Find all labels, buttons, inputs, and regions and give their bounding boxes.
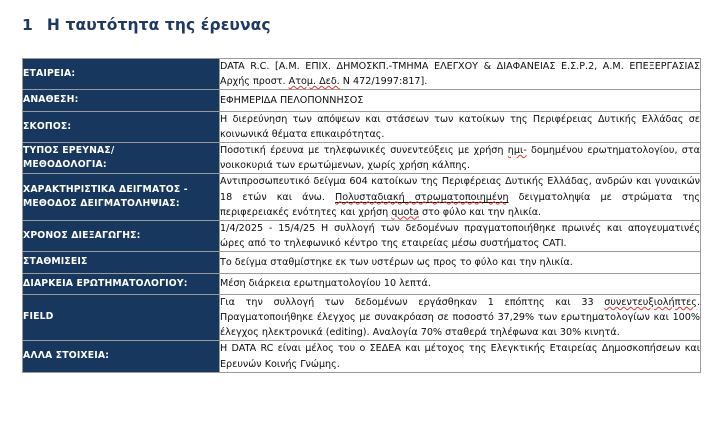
row-value: Το δείγμα σταθμίστηκε εκ των υστέρων ως προς το φύλο και την ηλικία. (220, 252, 701, 273)
identity-table-wrapper (22, 58, 700, 373)
table-row (23, 174, 701, 220)
table-row (23, 90, 701, 111)
row-label: ΧΡΟΝΟΣ ΔΙΕΞΑΓΩΓΗΣ: (23, 220, 220, 251)
row-value: Αντιπροσωπευτικό δείγμα 604 κατοίκων της Περιφέρειας Δυτικής Ελλάδας, ανδρών και γυναικών 18 ετών και άνω. Πολυσταδιακή στρωματοποιημένη δειγματοληψία με στρώματα της περιφερειακές ενότητες και χρήση quota στο φύλο και την ηλικία. (220, 174, 701, 220)
table-row (23, 220, 701, 251)
row-label: ΑΝΑΘΕΣΗ: (23, 90, 220, 111)
row-value: DATA R.C. [Α.Μ. ΕΠΙΧ. ΔΗΜΟΣΚΠ.-ΤΜΗΜΑ ΕΛΕΓΧΟΥ & ΔΙΑΦΑΝΕΙΑΣ Ε.Σ.Ρ.2, Α.Μ. ΕΠΕΞΕΡΓΑΣΙΑΣ Αρχής προστ. Ατομ. Δεδ. Ν 472/1997:817]. (220, 59, 701, 90)
row-label: ΧΑΡΑΚΤΗΡΙΣΤΙΚΑ ΔΕΙΓΜΑΤΟΣ - ΜΕΘΟΔΟΣ ΔΕΙΓΜΑΤΟΛΗΨΙΑΣ: (23, 174, 220, 220)
spellcheck-underlined-text: Πολυσταδιακή στρωματοποιημένη (335, 191, 509, 203)
row-value: 1/4/2025 - 15/4/25 Η συλλογή των δεδομένων πραγματοποιήθηκε πρωινές και απογευματινές ώρες από το τηλεφωνικό κέντρο της εταιρείας μέσω συστήματος CATI. (220, 220, 701, 251)
page-title (0, 0, 708, 35)
table-row (23, 273, 701, 294)
spellcheck-underlined-text: quota (391, 206, 419, 218)
row-value: Ποσοτική έρευνα με τηλεφωνικές συνεντεύξεις με χρήση ημι- δομημένου ερωτηματολογίου, στα νοικοκυριά των ερωτώμενων, χωρίς χρήση κάλπης. (220, 143, 701, 174)
table-row (23, 111, 701, 142)
survey-identity-table (22, 58, 701, 373)
row-value: Μέση διάρκεια ερωτηματολογίου 10 λεπτά. (220, 273, 701, 294)
table-row (23, 252, 701, 273)
spellcheck-underlined-text: Ατομ. Δεδ. (288, 76, 340, 88)
row-label: ΕΤΑΙΡΕΙΑ: (23, 59, 220, 90)
table-row (23, 294, 701, 340)
table-row (23, 143, 701, 174)
spellcheck-underlined-text: ημι- (507, 145, 527, 157)
row-label: ΔΙΑΡΚΕΙΑ ΕΡΩΤΗΜΑΤΟΛΟΓΙΟΥ: (23, 273, 220, 294)
row-label: ΣΤΑΘΜΙΣΕΙΣ (23, 252, 220, 273)
identity-table-body (23, 59, 701, 373)
row-value: Η DATA RC είναι μέλος του ο ΣΕΔΕΑ και μέτοχος της Ελεγκτικής Εταιρείας Δημοσκοπήσεων και Ερευνών Κοινής Γνώμης. (220, 341, 701, 372)
table-row (23, 59, 701, 90)
row-value: ΕΦΗΜΕΡΙΔΑ ΠΕΛΟΠΟΝΝΗΣΟΣ (220, 90, 701, 111)
row-value: Η διερεύνηση των απόψεων και στάσεων των κατοίκων της Περιφέρειας Δυτικής Ελλάδας σε κοινωνικά θέματα επικαιρότητας. (220, 111, 701, 142)
section-title: Η ταυτότητα της έρευνας (46, 16, 271, 34)
row-label: ΣΚΟΠΟΣ: (23, 111, 220, 142)
row-label: ΑΛΛΑ ΣΤΟΙΧΕΙΑ: (23, 341, 220, 372)
underlined-text (335, 192, 509, 203)
section-number: 1 (22, 16, 33, 34)
table-row (23, 341, 701, 372)
row-value: Για την συλλογή των δεδομένων εργάσθηκαν 1 επόπτης και 33 συνεντευξιολήπτες. Πραγματοποιήθηκε έλεγχος με συνακρόαση σε ποσοστό 37,29% των ερωτηματολογίων και 100% έλεγχος ηλεκτρονικά (editing). Αναλογία 70% σταθερά τηλέφωνα και 30% κινητά. (220, 294, 701, 340)
spellcheck-underlined-text: συνεντευξιολήπτες (604, 296, 697, 308)
row-label: FIELD (23, 294, 220, 340)
row-label: ΤΥΠΟΣ ΕΡΕΥΝΑΣ/ ΜΕΘΟΔΟΛΟΓΙΑ: (23, 143, 220, 174)
